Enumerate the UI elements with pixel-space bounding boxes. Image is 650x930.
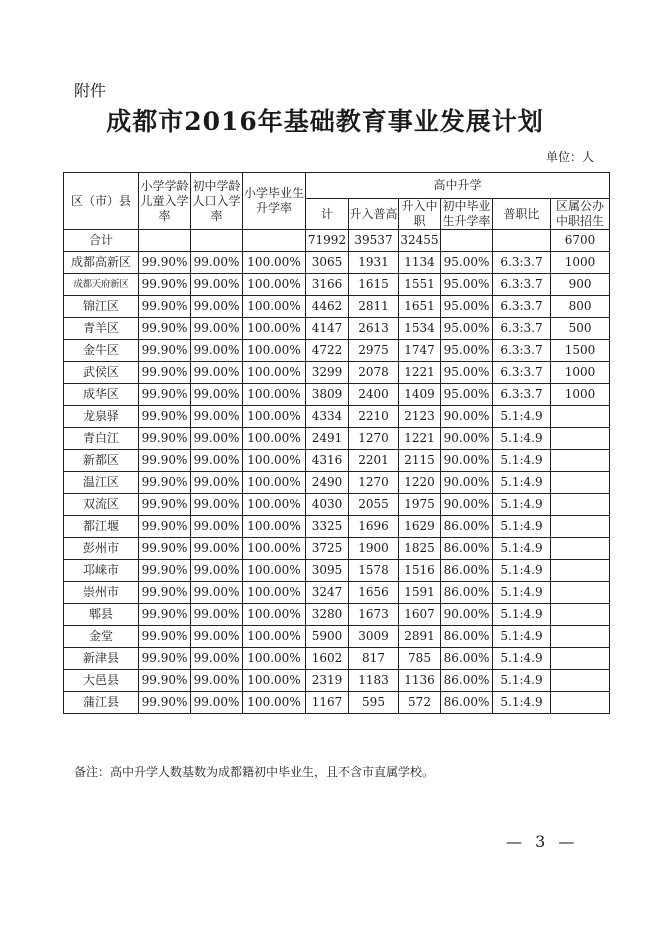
cell-district-vocational xyxy=(551,604,610,626)
cell-grad: 100.00% xyxy=(243,428,306,450)
cell-total: 2490 xyxy=(306,472,349,494)
cell-district-vocational xyxy=(551,538,610,560)
cell-district-vocational: 1500 xyxy=(551,340,610,362)
cell-district: 郫县 xyxy=(64,604,139,626)
cell-total: 3809 xyxy=(306,384,349,406)
cell-general: 3009 xyxy=(349,626,399,648)
cell-vocational: 1629 xyxy=(399,516,441,538)
cell-junior: 99.00% xyxy=(191,296,243,318)
cell-junior-grad: 95.00% xyxy=(441,384,493,406)
cell-district: 龙泉驿 xyxy=(64,406,139,428)
table-row xyxy=(64,494,610,516)
cell-ratio: 6.3:3.7 xyxy=(493,340,551,362)
table-row xyxy=(64,670,610,692)
cell-junior: 99.00% xyxy=(191,648,243,670)
cell-ratio: 5.1:4.9 xyxy=(493,406,551,428)
cell-general: 2078 xyxy=(349,362,399,384)
cell-junior-grad: 90.00% xyxy=(441,406,493,428)
cell-district: 成都天府新区 xyxy=(64,274,139,296)
cell-junior: 99.00% xyxy=(191,626,243,648)
cell-vocational: 1551 xyxy=(399,274,441,296)
cell-junior-grad: 86.00% xyxy=(441,648,493,670)
cell-general: 2210 xyxy=(349,406,399,428)
cell-grad: 100.00% xyxy=(243,626,306,648)
cell-district: 金牛区 xyxy=(64,340,139,362)
cell-junior-grad: 86.00% xyxy=(441,670,493,692)
cell-junior-grad: 86.00% xyxy=(441,560,493,582)
cell-ratio: 5.1:4.9 xyxy=(493,428,551,450)
cell-total: 3065 xyxy=(306,252,349,274)
table-row xyxy=(64,450,610,472)
cell-primary: 99.90% xyxy=(139,582,191,604)
cell-junior-grad: 90.00% xyxy=(441,494,493,516)
total-label: 合计 xyxy=(64,230,139,252)
cell-district: 温江区 xyxy=(64,472,139,494)
cell-ratio: 5.1:4.9 xyxy=(493,472,551,494)
cell-grad: 100.00% xyxy=(243,318,306,340)
cell-grad: 100.00% xyxy=(243,604,306,626)
cell-district: 锦江区 xyxy=(64,296,139,318)
cell-ratio: 6.3:3.7 xyxy=(493,384,551,406)
cell-district: 武侯区 xyxy=(64,362,139,384)
cell-primary: 99.90% xyxy=(139,538,191,560)
cell-primary: 99.90% xyxy=(139,494,191,516)
table-row xyxy=(64,340,610,362)
cell-junior-grad: 95.00% xyxy=(441,274,493,296)
cell-ratio: 6.3:3.7 xyxy=(493,362,551,384)
cell-district-vocational xyxy=(551,516,610,538)
cell-junior: 99.00% xyxy=(191,472,243,494)
cell-district: 都江堰 xyxy=(64,516,139,538)
cell-district: 成都高新区 xyxy=(64,252,139,274)
cell-general: 1656 xyxy=(349,582,399,604)
cell-junior-grad: 86.00% xyxy=(441,582,493,604)
cell-vocational: 1134 xyxy=(399,252,441,274)
cell-junior-grad: 90.00% xyxy=(441,472,493,494)
cell-ratio: 5.1:4.9 xyxy=(493,604,551,626)
header-general: 升入普高 xyxy=(349,199,399,230)
cell-general: 1900 xyxy=(349,538,399,560)
cell-grad: 100.00% xyxy=(243,362,306,384)
header-primary-grad: 小学毕业生升学率 xyxy=(243,173,306,230)
cell-general: 595 xyxy=(349,692,399,714)
cell-vocational: 2115 xyxy=(399,450,441,472)
cell-general: 1270 xyxy=(349,428,399,450)
cell-grad: 100.00% xyxy=(243,406,306,428)
education-plan-table xyxy=(63,172,610,714)
cell-general: 2055 xyxy=(349,494,399,516)
cell-primary: 99.90% xyxy=(139,670,191,692)
document-title: 成都市2016年基础教育事业发展计划 xyxy=(106,107,544,136)
table-row xyxy=(64,538,610,560)
cell-vocational: 1220 xyxy=(399,472,441,494)
table-row xyxy=(64,516,610,538)
cell-grad: 100.00% xyxy=(243,274,306,296)
cell-district-vocational xyxy=(551,450,610,472)
cell-primary: 99.90% xyxy=(139,472,191,494)
cell-ratio: 5.1:4.9 xyxy=(493,582,551,604)
cell-total: 3299 xyxy=(306,362,349,384)
cell-district: 蒲江县 xyxy=(64,692,139,714)
cell-junior: 99.00% xyxy=(191,406,243,428)
total-vocational: 32455 xyxy=(399,230,441,252)
cell-district-vocational xyxy=(551,648,610,670)
cell-district-vocational: 1000 xyxy=(551,362,610,384)
cell-total: 4147 xyxy=(306,318,349,340)
cell-total: 3247 xyxy=(306,582,349,604)
cell-primary: 99.90% xyxy=(139,252,191,274)
cell-junior-grad: 86.00% xyxy=(441,692,493,714)
cell-vocational: 2891 xyxy=(399,626,441,648)
table-row xyxy=(64,692,610,714)
cell-ratio: 6.3:3.7 xyxy=(493,296,551,318)
cell-district: 金堂 xyxy=(64,626,139,648)
cell-vocational: 1607 xyxy=(399,604,441,626)
cell-vocational: 1136 xyxy=(399,670,441,692)
cell-primary: 99.90% xyxy=(139,340,191,362)
cell-total: 2491 xyxy=(306,428,349,450)
cell-junior: 99.00% xyxy=(191,252,243,274)
cell-general: 1578 xyxy=(349,560,399,582)
cell-primary: 99.90% xyxy=(139,516,191,538)
cell-district: 大邑县 xyxy=(64,670,139,692)
cell-junior-grad: 86.00% xyxy=(441,538,493,560)
cell-total: 5900 xyxy=(306,626,349,648)
header-primary-enroll: 小学学龄儿童入学率 xyxy=(139,173,191,230)
header-district: 区（市）县 xyxy=(64,173,139,230)
cell-general: 2811 xyxy=(349,296,399,318)
cell-district-vocational xyxy=(551,472,610,494)
cell-junior-grad: 95.00% xyxy=(441,340,493,362)
cell-vocational: 1516 xyxy=(399,560,441,582)
cell-grad: 100.00% xyxy=(243,450,306,472)
cell-total: 3166 xyxy=(306,274,349,296)
cell-grad: 100.00% xyxy=(243,384,306,406)
cell-district-vocational: 1000 xyxy=(551,384,610,406)
header-high-school-group: 高中升学 xyxy=(306,173,610,199)
cell-vocational: 1747 xyxy=(399,340,441,362)
cell-district-vocational xyxy=(551,560,610,582)
table-row xyxy=(64,626,610,648)
header-vocational: 升入中职 xyxy=(399,199,441,230)
cell-junior: 99.00% xyxy=(191,318,243,340)
cell-ratio: 6.3:3.7 xyxy=(493,252,551,274)
cell-junior-grad: 95.00% xyxy=(441,252,493,274)
cell-vocational: 1591 xyxy=(399,582,441,604)
cell-ratio: 5.1:4.9 xyxy=(493,538,551,560)
header-junior-enroll: 初中学龄人口入学率 xyxy=(191,173,243,230)
cell-primary: 99.90% xyxy=(139,692,191,714)
cell-junior: 99.00% xyxy=(191,450,243,472)
cell-grad: 100.00% xyxy=(243,560,306,582)
cell-primary: 99.90% xyxy=(139,274,191,296)
cell-ratio: 5.1:4.9 xyxy=(493,692,551,714)
cell-ratio: 5.1:4.9 xyxy=(493,560,551,582)
cell-junior-grad: 86.00% xyxy=(441,516,493,538)
cell-district-vocational xyxy=(551,670,610,692)
cell-primary: 99.90% xyxy=(139,406,191,428)
cell-district-vocational: 900 xyxy=(551,274,610,296)
cell-total: 4722 xyxy=(306,340,349,362)
cell-total: 1167 xyxy=(306,692,349,714)
cell-district-vocational xyxy=(551,626,610,648)
cell-total: 4030 xyxy=(306,494,349,516)
cell-junior: 99.00% xyxy=(191,516,243,538)
cell-general: 1270 xyxy=(349,472,399,494)
footnote: 备注：高中升学人数基数为成都籍初中毕业生，且不含市直属学校。 xyxy=(74,765,435,779)
total-general: 39537 xyxy=(349,230,399,252)
cell-district-vocational xyxy=(551,428,610,450)
cell-district: 成华区 xyxy=(64,384,139,406)
cell-ratio: 5.1:4.9 xyxy=(493,626,551,648)
attachment-label: 附件 xyxy=(74,81,107,100)
cell-district-vocational xyxy=(551,692,610,714)
table-row xyxy=(64,604,610,626)
table-row xyxy=(64,582,610,604)
cell-grad: 100.00% xyxy=(243,692,306,714)
cell-district: 青羊区 xyxy=(64,318,139,340)
cell-ratio: 5.1:4.9 xyxy=(493,516,551,538)
cell-general: 2201 xyxy=(349,450,399,472)
cell-primary: 99.90% xyxy=(139,648,191,670)
cell-junior-grad: 90.00% xyxy=(441,604,493,626)
cell-junior: 99.00% xyxy=(191,560,243,582)
table-row xyxy=(64,472,610,494)
cell-grad: 100.00% xyxy=(243,252,306,274)
cell-vocational: 1975 xyxy=(399,494,441,516)
cell-total: 3725 xyxy=(306,538,349,560)
cell-district-vocational: 500 xyxy=(551,318,610,340)
cell-junior-grad: 86.00% xyxy=(441,626,493,648)
cell-vocational: 785 xyxy=(399,648,441,670)
cell-district: 新津县 xyxy=(64,648,139,670)
cell-junior: 99.00% xyxy=(191,494,243,516)
cell-total: 4334 xyxy=(306,406,349,428)
cell-district: 崇州市 xyxy=(64,582,139,604)
cell-grad: 100.00% xyxy=(243,670,306,692)
cell-primary: 99.90% xyxy=(139,560,191,582)
cell-vocational: 1221 xyxy=(399,428,441,450)
cell-ratio: 5.1:4.9 xyxy=(493,670,551,692)
cell-general: 1615 xyxy=(349,274,399,296)
cell-general: 1183 xyxy=(349,670,399,692)
cell-junior: 99.00% xyxy=(191,428,243,450)
cell-junior: 99.00% xyxy=(191,582,243,604)
cell-primary: 99.90% xyxy=(139,450,191,472)
cell-primary: 99.90% xyxy=(139,296,191,318)
cell-general: 1931 xyxy=(349,252,399,274)
cell-total: 3325 xyxy=(306,516,349,538)
header-total: 计 xyxy=(306,199,349,230)
table-row xyxy=(64,648,610,670)
cell-general: 817 xyxy=(349,648,399,670)
cell-junior: 99.00% xyxy=(191,274,243,296)
cell-total: 3280 xyxy=(306,604,349,626)
cell-junior: 99.00% xyxy=(191,362,243,384)
cell-district-vocational xyxy=(551,494,610,516)
cell-junior: 99.00% xyxy=(191,670,243,692)
cell-ratio: 5.1:4.9 xyxy=(493,450,551,472)
cell-district: 彭州市 xyxy=(64,538,139,560)
cell-primary: 99.90% xyxy=(139,626,191,648)
cell-total: 2319 xyxy=(306,670,349,692)
cell-grad: 100.00% xyxy=(243,516,306,538)
cell-junior: 99.00% xyxy=(191,340,243,362)
cell-ratio: 6.3:3.7 xyxy=(493,274,551,296)
cell-district-vocational xyxy=(551,582,610,604)
cell-district: 青白江 xyxy=(64,428,139,450)
cell-junior-grad: 90.00% xyxy=(441,450,493,472)
cell-grad: 100.00% xyxy=(243,494,306,516)
cell-vocational: 1651 xyxy=(399,296,441,318)
cell-vocational: 1825 xyxy=(399,538,441,560)
cell-primary: 99.90% xyxy=(139,362,191,384)
cell-junior-grad: 95.00% xyxy=(441,362,493,384)
total-row xyxy=(64,230,610,252)
cell-primary: 99.90% xyxy=(139,384,191,406)
table-row xyxy=(64,384,610,406)
cell-junior: 99.00% xyxy=(191,538,243,560)
page-number: — 3 — xyxy=(506,832,579,851)
cell-vocational: 2123 xyxy=(399,406,441,428)
header-district-vocational: 区属公办中职招生 xyxy=(551,199,610,230)
cell-district-vocational xyxy=(551,406,610,428)
unit-label: 单位：人 xyxy=(545,150,594,164)
cell-total: 3095 xyxy=(306,560,349,582)
table-row xyxy=(64,362,610,384)
cell-total: 4462 xyxy=(306,296,349,318)
cell-ratio: 5.1:4.9 xyxy=(493,494,551,516)
cell-vocational: 572 xyxy=(399,692,441,714)
cell-junior: 99.00% xyxy=(191,692,243,714)
cell-total: 4316 xyxy=(306,450,349,472)
cell-grad: 100.00% xyxy=(243,582,306,604)
cell-ratio: 6.3:3.7 xyxy=(493,318,551,340)
cell-district-vocational: 800 xyxy=(551,296,610,318)
table-row xyxy=(64,318,610,340)
cell-ratio: 5.1:4.9 xyxy=(493,648,551,670)
cell-grad: 100.00% xyxy=(243,648,306,670)
cell-district: 双流区 xyxy=(64,494,139,516)
cell-junior-grad: 90.00% xyxy=(441,428,493,450)
table-row xyxy=(64,406,610,428)
cell-general: 2400 xyxy=(349,384,399,406)
cell-primary: 99.90% xyxy=(139,428,191,450)
total-district-vocational: 6700 xyxy=(551,230,610,252)
cell-grad: 100.00% xyxy=(243,472,306,494)
header-ratio: 普职比 xyxy=(493,199,551,230)
cell-junior: 99.00% xyxy=(191,384,243,406)
cell-junior-grad: 95.00% xyxy=(441,296,493,318)
cell-vocational: 1409 xyxy=(399,384,441,406)
table-row xyxy=(64,296,610,318)
cell-general: 2613 xyxy=(349,318,399,340)
table-row xyxy=(64,560,610,582)
cell-grad: 100.00% xyxy=(243,340,306,362)
cell-grad: 100.00% xyxy=(243,538,306,560)
table-row xyxy=(64,428,610,450)
cell-general: 1673 xyxy=(349,604,399,626)
cell-district: 新都区 xyxy=(64,450,139,472)
cell-primary: 99.90% xyxy=(139,604,191,626)
cell-junior-grad: 95.00% xyxy=(441,318,493,340)
cell-grad: 100.00% xyxy=(243,296,306,318)
cell-general: 2975 xyxy=(349,340,399,362)
cell-total: 1602 xyxy=(306,648,349,670)
table-row xyxy=(64,274,610,296)
header-junior-grad: 初中毕业生升学率 xyxy=(442,199,491,228)
cell-general: 1696 xyxy=(349,516,399,538)
cell-junior: 99.00% xyxy=(191,604,243,626)
cell-district: 邛崃市 xyxy=(64,560,139,582)
cell-primary: 99.90% xyxy=(139,318,191,340)
total-total: 71992 xyxy=(306,230,349,252)
table-row xyxy=(64,252,610,274)
cell-vocational: 1221 xyxy=(399,362,441,384)
cell-vocational: 1534 xyxy=(399,318,441,340)
cell-district-vocational: 1000 xyxy=(551,252,610,274)
